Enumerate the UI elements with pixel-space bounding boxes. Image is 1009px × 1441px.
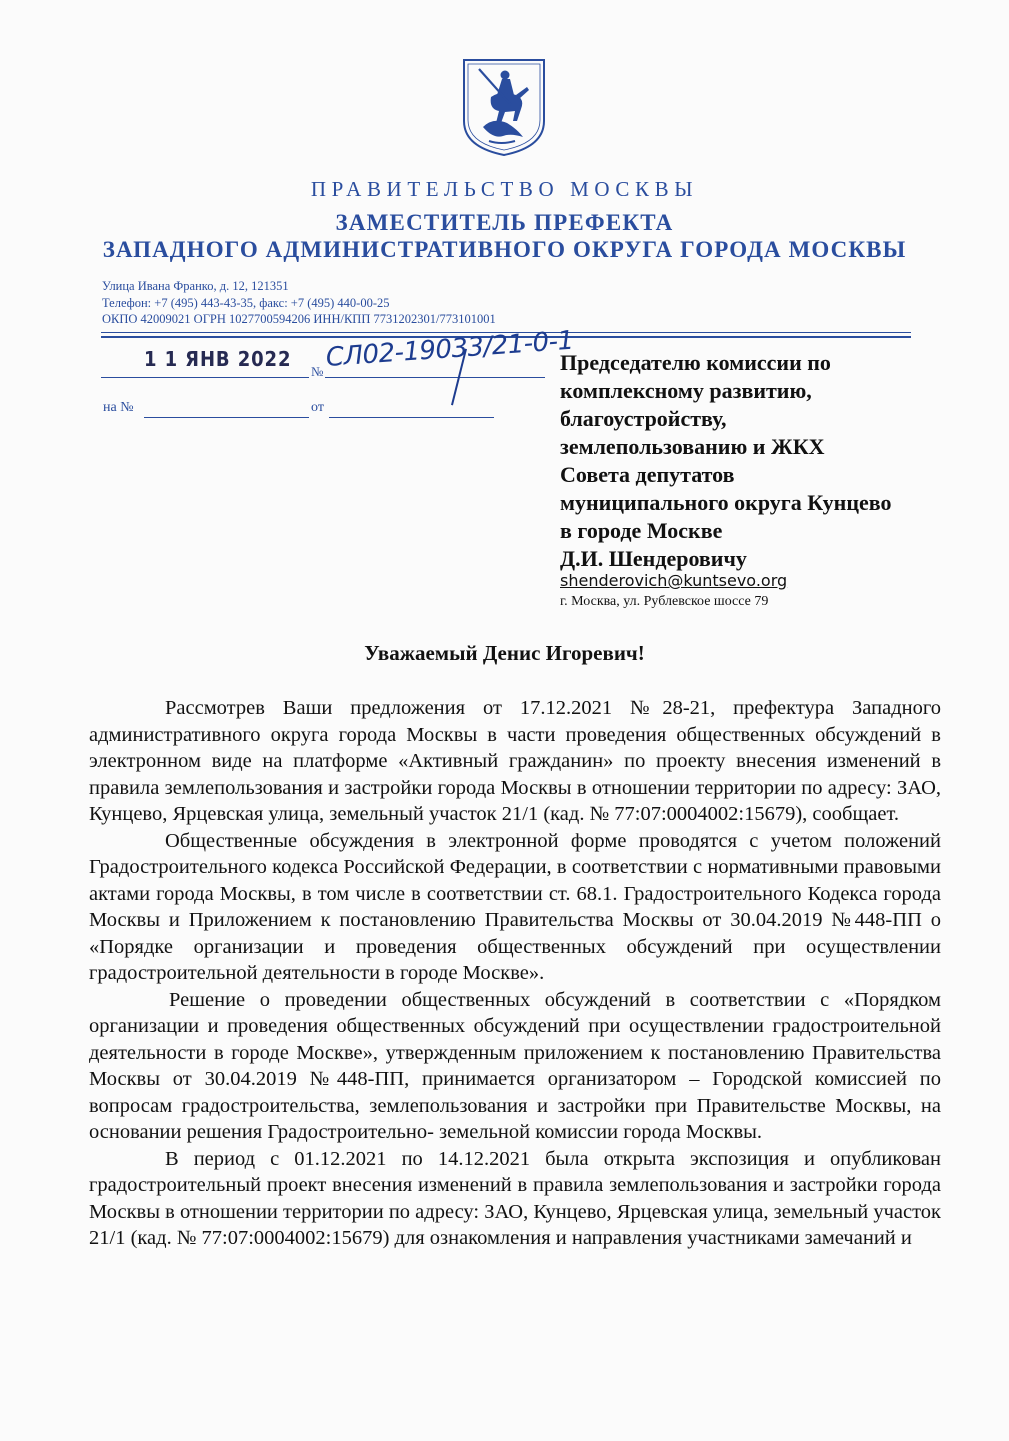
body-paragraph: Решение о проведении общественных обсуждений в соответствии с «Порядком организации и проведения общественных обсуждений при осуществлении градостроительной деятельности в городе Москве», утвержденным приложением к постановлению Правительства Москвы от 30.04.2019 №448-ПП, принимается организатором – Городской комиссией по вопросам градостроительства, землепользования и застройки при Правительстве Москвы, на основании решения Градостроительно- земельной комиссии города Москвы. bbox=[89, 988, 941, 1143]
date-stamp: 1 1 ЯНВ 2022 bbox=[144, 347, 292, 371]
reference-number-label: на № bbox=[103, 400, 134, 415]
contact-phone: Телефон: +7 (495) 443-43-35, факс: +7 (495) 440-00-25 bbox=[102, 295, 390, 310]
district-title: ЗАПАДНОГО АДМИНИСТРАТИВНОГО ОКРУГА ГОРОДА МОСКВЫ bbox=[102, 237, 907, 262]
reference-number-line bbox=[144, 417, 309, 418]
greeting: Уважаемый Денис Игоревич! bbox=[364, 641, 645, 665]
reference-date-label: от bbox=[311, 400, 324, 415]
addressee-block bbox=[560, 349, 892, 573]
addressee-line: в городе Москве bbox=[560, 518, 723, 543]
handwritten-outgoing-number: СЛ02-19033/21-0-1 bbox=[324, 325, 575, 373]
body-paragraph: Общественные обсуждения в электронной форме проводятся с учетом положений Градостроительного кодекса Российской Федерации, в соответствии с нормативными правовыми актами города Москвы, в том числе в соответствии ст. 68.1. Градостроительного Кодекса города Москвы и Приложением к постановлению Правительства Москвы от 30.04.2019 №448-ПП о «Порядке организации и проведения общественных обсуждений при осуществлении градостроительной деятельности в городе Москве». bbox=[89, 829, 941, 984]
number-line bbox=[325, 377, 545, 378]
addressee-postal-address: г. Москва, ул. Рублевское шоссе 79 bbox=[560, 594, 769, 609]
addressee-line: благоустройству, bbox=[560, 406, 727, 431]
letterhead-contacts bbox=[102, 278, 496, 328]
outgoing-number-label: № bbox=[311, 364, 324, 379]
date-line bbox=[101, 377, 309, 378]
government-title: ПРАВИТЕЛЬСТВО МОСКВЫ bbox=[310, 177, 699, 201]
moscow-coat-of-arms-icon bbox=[461, 57, 547, 157]
letter-body bbox=[89, 695, 941, 1252]
body-paragraph: Рассмотрев Ваши предложения от 17.12.2021 №28-21, префектура Западного административного округа города Москвы в части проведения общественных обсуждений в электронном виде на платформе «Активный гражданин» по проекту внесения изменений в правила землепользования и застройки города Москвы в отношении территории по адресу: ЗАО, Кунцево, Ярцевская улица, земельный участок 21/1 (кад. № 77:07:0004002:15679), сообщает. bbox=[89, 697, 941, 825]
contact-registry-codes: ОКПО 42009021 ОГРН 1027700594206 ИНН/КПП 7731202301/773101001 bbox=[102, 312, 496, 326]
contact-address: Улица Ивана Франко, д. 12, 121351 bbox=[102, 279, 289, 293]
addressee-line: Председателю комиссии по bbox=[560, 350, 831, 375]
addressee-name: Д.И. Шендеровичу bbox=[560, 546, 747, 571]
addressee-line: землепользованию и ЖКХ bbox=[560, 434, 825, 459]
body-paragraph: В период с 01.12.2021 по 14.12.2021 была открыта экспозиция и опубликован градостроительный проект внесения изменений в правила землепользования и застройки города Москвы в отношении территории по адресу: ЗАО, Кунцево, Ярцевская улица, земельный участок 21/1 (кад. № 77:07:0004002:15679) для ознакомления и направления участниками замечаний и bbox=[89, 1147, 941, 1249]
addressee-line: комплексному развитию, bbox=[560, 378, 812, 403]
deputy-prefect-title: ЗАМЕСТИТЕЛЬ ПРЕФЕКТА bbox=[335, 210, 674, 235]
reference-date-line bbox=[329, 417, 494, 418]
addressee-email-link[interactable]: shenderovich@kuntsevo.org bbox=[560, 571, 788, 590]
addressee-line: муниципального округа Кунцево bbox=[560, 490, 892, 515]
addressee-line: Совета депутатов bbox=[560, 462, 735, 487]
